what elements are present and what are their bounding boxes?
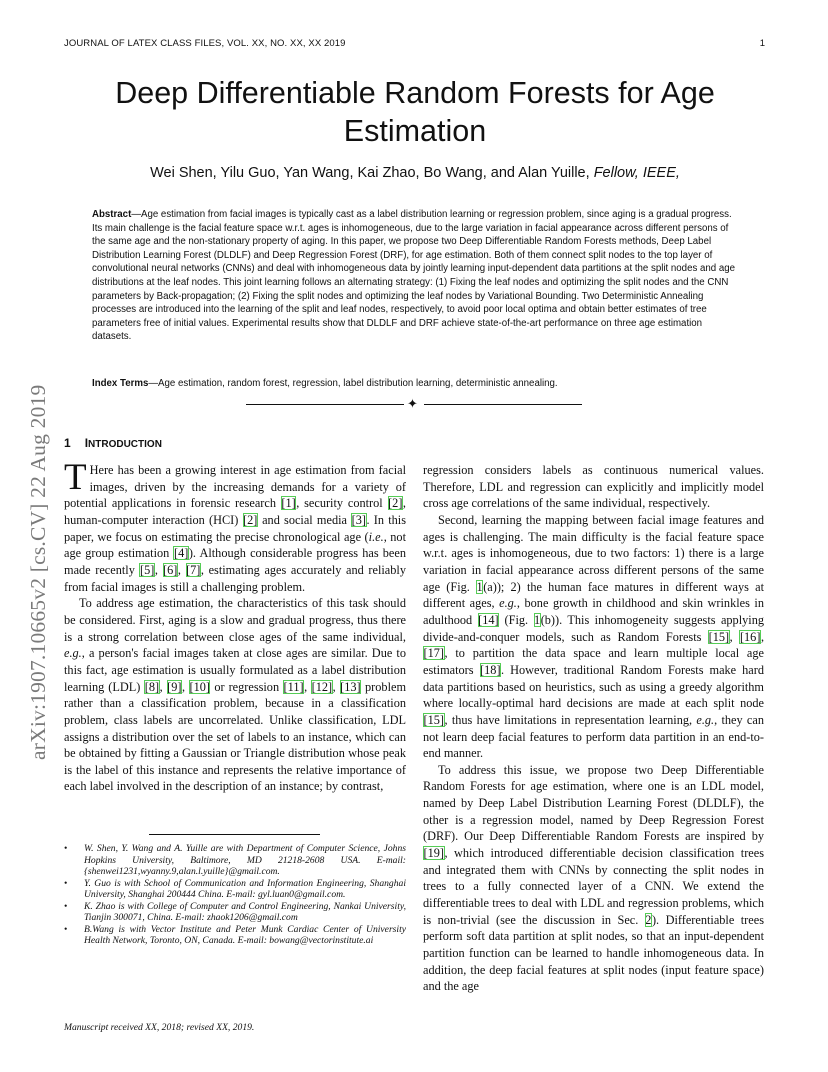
section-number: 1 <box>64 436 71 450</box>
text-run: , they can not learn deep facial features to perform data partition in an end-to-end manner. <box>423 712 764 761</box>
text-run: . However, traditional Random Forests make hard data partitions based on heuristics, such as using a greedy algorithm where locally-optimal hard decisions are made at each split node <box>423 662 764 711</box>
text-run: , <box>332 679 340 694</box>
index-terms <box>92 377 737 391</box>
text-run: , bone growth in childhood and skin wrinkles in adulthood <box>423 596 764 627</box>
text-run: , <box>159 679 167 694</box>
text-run: (b)). This inhomogeneity suggests applying divide-and-conquer models, such as Random Forests <box>423 612 764 644</box>
text-run: ). Differentiable trees perform soft data partition at split nodes, so that an input-dependent partition function can be learned to handle inhomogeneous data. In addition, the deep facial features at split nodes (input feature space) and the age <box>423 912 764 994</box>
citation-link[interactable]: [6] <box>163 562 178 577</box>
text-run: (a)); 2) the human face matures in different ways at different ages, <box>423 579 764 611</box>
divider-symbol: ✦ <box>407 396 418 411</box>
author-list <box>60 165 770 181</box>
text-run: , which introduced differentiable decision classification trees and integrated them with CNNs by connecting the split nodes in trees to a fully connected layer of a CNN. We extend the differentiable trees to deal with LDL and regression problems, which is non-trivial (see the discussion in Sec. <box>423 846 764 927</box>
figure-link[interactable]: 1 <box>534 612 541 627</box>
citation-link[interactable]: [4] <box>173 546 189 561</box>
citation-link[interactable]: [2] <box>243 512 258 527</box>
citation-link[interactable]: [17] <box>423 646 444 661</box>
figure-link[interactable]: 1 <box>476 579 483 594</box>
affiliation-footnotes <box>64 843 406 947</box>
citation-link[interactable]: [10] <box>189 679 210 694</box>
text-run: Second, learning the mapping between facial image features and ages is challenging. The main difficulty is the facial feature space w.r.t. ages is inhomogeneous, due to two factors: 1) there is a large variation in facial appearance across different persons of the same age (Fig. <box>423 512 764 594</box>
citation-link[interactable]: [14] <box>478 612 499 627</box>
citation-link[interactable]: [9] <box>167 679 182 694</box>
body-column-left <box>64 457 407 795</box>
index-terms-text: —Age estimation, random forest, regression, label distribution learning, deterministic annealing. <box>148 378 558 389</box>
footnote-item: • K. Zhao is with College of Computer and Control Engineering, Nankai University, Tianjin 300071, China. E-mail: zhaok1206@gmail.com <box>64 901 406 924</box>
text-run: , <box>181 679 189 694</box>
text-run: (Fig. <box>499 612 534 627</box>
text-run: , <box>177 562 186 577</box>
text-run: , a person's facial images taken at close ages are similar. Due to this fact, age estimation is usually formulated as a label distribution learning (LDL) <box>64 646 406 694</box>
text-run: , estimating ages accurately and reliably from facial images is still a challenging problem. <box>64 562 406 594</box>
citation-link[interactable]: [1] <box>281 496 296 511</box>
citation-link[interactable]: [8] <box>144 679 160 694</box>
footnote-item: • B.Wang is with Vector Institute and Peter Munk Cardiac Center of University Health Network, Toronto, ON, Canada. E-mail: bowang@vectorinstitute.ai <box>64 924 406 947</box>
paragraph <box>64 457 406 595</box>
index-terms-label: Index Terms <box>92 378 149 389</box>
footnote-rule <box>149 834 320 835</box>
citation-link[interactable]: [18] <box>480 662 501 677</box>
section-title-initial: I <box>84 436 89 450</box>
text-run: , not age group estimation <box>64 529 406 561</box>
text-run: , thus have limitations in representation learning, <box>444 712 697 727</box>
section-title-rest: NTRODUCTION <box>88 439 162 450</box>
paper-title: Deep Differentiable Random Forests for Age Estimation <box>115 76 715 148</box>
text-run: To address age estimation, the characteristics of this task should be considered. First, aging is a slow and gradual progress, thus there is a strong correlation between close ages of the same individual, <box>64 596 406 644</box>
text-run: , to partition the data space and learn multiple local age estimators <box>423 646 764 677</box>
citation-link[interactable]: [13] <box>340 679 361 694</box>
text-run: , <box>154 562 163 577</box>
text-run: , <box>304 679 312 694</box>
body-column-right <box>423 462 764 995</box>
footnote-item: • W. Shen, Y. Wang and A. Yuille are with Department of Computer Science, Johns Hopkins University, Baltimore, MD 21218-2608 USA. E-mail: {shenwei1231,wyanny.9,alan.l.yuille}@gmail.com. <box>64 843 406 878</box>
author-suffix: Fellow, IEEE, <box>593 165 680 181</box>
citation-link[interactable]: [19] <box>423 846 444 861</box>
text-run: ). Although considerable progress has been made recently <box>64 546 406 577</box>
page-number: 1 <box>759 38 765 49</box>
drop-cap: T <box>64 457 87 498</box>
paragraph <box>423 762 764 995</box>
abstract <box>92 208 737 344</box>
text-run: e.g. <box>696 712 715 727</box>
text-run: problem rather than a classification problem, because in a classification problem, class labels are uncorrelated. Unlike classification, LDL assigns a distribution over the set of labels to an instance, which can be obtained by fitting a Gaussian or Triangle distribution whose peak is the label of this instance and represents the relative importance of each label involved in the description of an instance; by contrast, <box>64 679 407 794</box>
text-run: . In this paper, we focus on estimating the precise chronological age ( <box>64 512 406 544</box>
footnote-item: • Y. Guo is with School of Communication and Information Engineering, Shanghai University, Shanghai 200444 China. E-mail: gyl.luan0@gmail.com. <box>64 878 406 901</box>
citation-link[interactable]: [3] <box>351 512 367 527</box>
text-run: i.e. <box>368 529 384 544</box>
arxiv-identifier: arXiv:1907.10665v2 [cs.CV] 22 Aug 2019 <box>26 384 50 760</box>
citation-link[interactable]: [12] <box>311 679 333 694</box>
citation-link[interactable]: [11] <box>283 679 304 694</box>
text-run: , security control <box>296 496 388 511</box>
abstract-text: —Age estimation from facial images is typically cast as a label distribution learning or regression problem, since aging is a gradual progress. Its main challenge is the facial feature space w.r.t. ages is inhomogeneous, due to the large variation in facial appearance across different persons of the same age and the non-stationary property of aging. In this paper, we propose two Deep Differentiable Random Forests methods, Deep Label Distribution Learning Forest (DLDLF) and Deep Regression Forest (DRF), for age estimation. Both of them connect split nodes to the top layer of convolutional neural networks (CNNs) and deal with inhomogeneous data by jointly learning input-dependent data partitions at the split nodes and age distributions at the leaf nodes. This joint learning follows an alternating strategy: (1) Fixing the leaf nodes and optimizing the split nodes and the CNN parameters by Back-propagation; (2) Fixing the split nodes and optimizing the leaf nodes by Variational Bounding. Two Deterministic Annealing processes are introduced into the learning of the split and leaf nodes, respectively, to avoid poor local optima and obtain better estimates of tree parameters free of initial values. Experimental results show that DLDLF and DRF achieve state-of-the-art performance on three age estimation datasets. <box>92 209 736 343</box>
citation-link[interactable]: [5] <box>139 562 155 577</box>
paragraph <box>423 512 764 762</box>
divider-line-left <box>246 404 404 405</box>
divider-line-right <box>424 404 582 405</box>
section-divider <box>246 397 582 411</box>
running-header: JOURNAL OF LATEX CLASS FILES, VOL. XX, NO. XX, XX 2019 <box>64 38 346 49</box>
text-run: or regression <box>210 679 284 694</box>
paragraph <box>64 595 406 795</box>
text-run: , <box>729 629 740 644</box>
text-run: To address this issue, we propose two Deep Differentiable Random Forests for age estimation, where one is an LDL model, named by Deep Label Distribution Learning Forest (DLDLF), the other is a regression model, named by Deep Regression Forest (DRF). Our Deep Differentiable Random Forests are inspired by <box>423 762 764 844</box>
text-run: e.g. <box>499 596 517 611</box>
paragraph: regression considers labels as continuous numerical values. Therefore, LDL and regression can explicitly and implicitly model cross age correlations of the same individual, respectively. <box>423 463 764 511</box>
citation-link[interactable]: [2] <box>388 496 403 511</box>
citation-link[interactable]: [15] <box>423 712 444 727</box>
text-run: Here has been a growing interest in age estimation from facial images, driven by the increasing demands for a variety of potential applications in forensic research <box>64 463 406 511</box>
section-link[interactable]: 2 <box>645 912 652 927</box>
text-run: and social media <box>257 512 352 527</box>
text-run: , <box>760 629 765 644</box>
abstract-label: Abstract <box>92 209 132 220</box>
text-run: , human-computer interaction (HCI) <box>64 496 406 527</box>
manuscript-note: Manuscript received XX, 2018; revised XX, 2019. <box>64 1022 255 1033</box>
citation-link[interactable]: [7] <box>186 562 201 577</box>
text-run: e.g. <box>64 646 82 661</box>
author-names: Wei Shen, Yilu Guo, Yan Wang, Kai Zhao, Bo Wang, and Alan Yuille, <box>150 165 590 181</box>
section-heading <box>64 436 162 450</box>
citation-link[interactable]: [16] <box>739 629 761 644</box>
citation-link[interactable]: [15] <box>708 629 730 644</box>
